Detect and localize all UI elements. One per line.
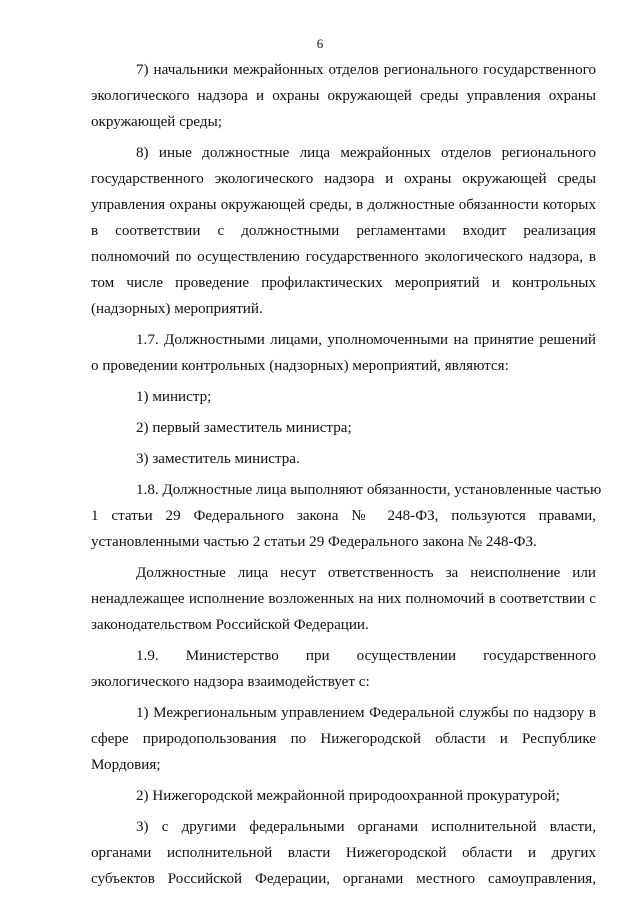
text-line: (надзорных) мероприятий.	[91, 301, 263, 317]
text-line: 1.8. Должностные лица выполняют обязанности, установленные частью	[136, 482, 602, 498]
paragraph-1-9	[91, 643, 596, 695]
document-body	[91, 57, 602, 892]
text-line: законодательством Российской Федерации.	[91, 617, 369, 633]
list-item-interregional-department	[91, 700, 596, 778]
text-line: о проведении контрольных (надзорных) мероприятий, являются:	[91, 358, 509, 374]
list-item-other-authorities	[91, 814, 596, 892]
text-line: органами исполнительной власти Нижегородской области и других	[91, 845, 596, 861]
text-line: Мордовия;	[91, 757, 161, 773]
text-line: экологического надзора взаимодействует с:	[91, 674, 370, 690]
text-line: установленными частью 2 статьи 29 Федерального закона № 248-ФЗ.	[91, 534, 537, 550]
text-line: 1) министр;	[136, 389, 212, 405]
text-line: ненадлежащее исполнение возложенных на них полномочий в соответствии с	[91, 591, 596, 607]
text-line: полномочий по осуществлению государственного экологического надзора, в	[91, 249, 596, 265]
page-number: 6	[316, 36, 324, 51]
list-item-first-deputy	[91, 415, 596, 441]
text-line: 1 статьи 29 Федерального закона № 248-ФЗ, пользуются правами,	[91, 508, 596, 524]
text-line: субъектов Российской Федерации, органами местного самоуправления,	[91, 871, 596, 887]
text-line: окружающей среды;	[91, 114, 222, 130]
text-line: экологического надзора и охраны окружающей среды управления охраны	[91, 88, 596, 104]
list-item-minister	[91, 384, 596, 410]
list-item-prosecutor	[91, 783, 596, 809]
text-line: 1) Межрегиональным управлением Федеральной службы по надзору в	[136, 705, 596, 721]
text-line: 3) заместитель министра.	[136, 451, 300, 467]
paragraph-1-7	[91, 327, 596, 379]
text-line: 1.7. Должностными лицами, уполномоченными на принятие решений	[136, 332, 596, 348]
text-line: 3) с другими федеральными органами исполнительной власти,	[136, 819, 596, 835]
text-line: 1.9. Министерство при осуществлении государственного	[136, 648, 596, 664]
text-line: государственного экологического надзора и охраны окружающей среды	[91, 171, 596, 187]
text-line: том числе проведение профилактических мероприятий и контрольных	[91, 275, 596, 291]
text-line: 2) Нижегородской межрайонной природоохранной прокуратурой;	[136, 788, 560, 804]
paragraph-1-8	[91, 477, 602, 555]
text-line: 7) начальники межрайонных отделов регионального государственного	[136, 62, 596, 78]
text-line: сфере природопользования по Нижегородской области и Республике	[91, 731, 596, 747]
text-line: 8) иные должностные лица межрайонных отделов регионального	[136, 145, 596, 161]
text-line: 2) первый заместитель министра;	[136, 420, 352, 436]
paragraph-responsibility	[91, 560, 596, 638]
text-line: в соответствии с должностными регламентами входит реализация	[91, 223, 596, 239]
list-item-deputy	[91, 446, 596, 472]
paragraph-item-7	[91, 57, 596, 135]
paragraph-item-8	[91, 140, 596, 322]
text-line: управления охраны окружающей среды, в должностные обязанности которых	[91, 197, 596, 213]
text-line: Должностные лица несут ответственность за неисполнение или	[136, 565, 596, 581]
